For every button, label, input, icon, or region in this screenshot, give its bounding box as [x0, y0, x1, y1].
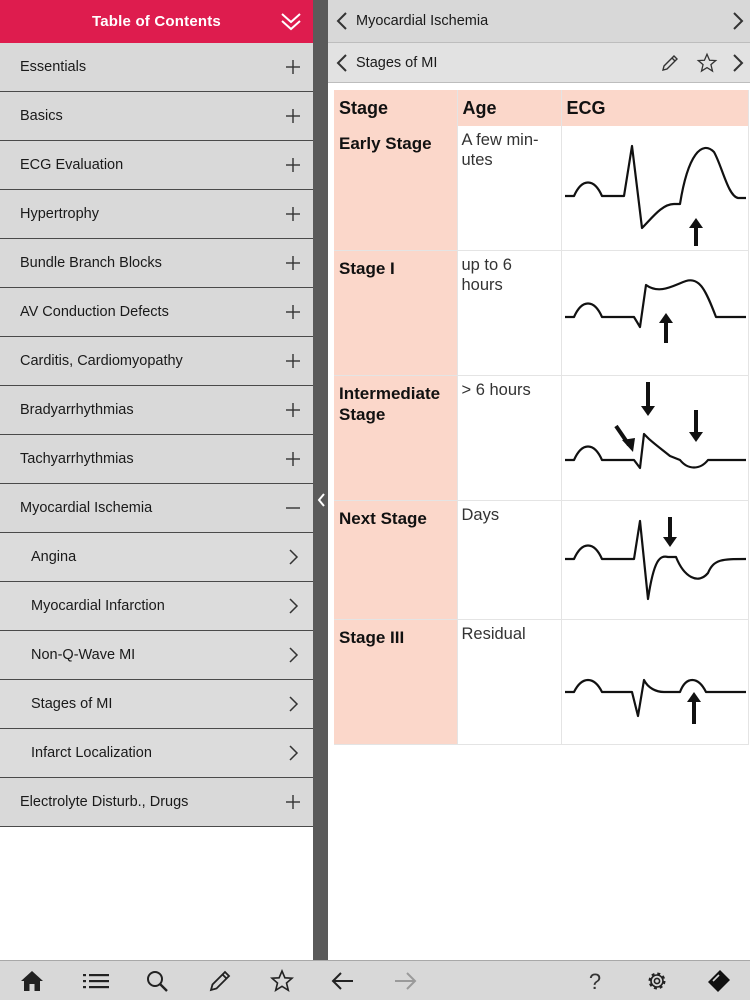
- plus-icon: [285, 59, 301, 75]
- table-row: [334, 126, 748, 251]
- sidebar-item-label: Tachyarrhythmias: [20, 451, 134, 467]
- sidebar-item-label: Bundle Branch Blocks: [20, 255, 162, 271]
- sidebar-item-carditis-cardiomyopathy[interactable]: [0, 337, 313, 386]
- table-row: [334, 251, 748, 376]
- sidebar-item-bradyarrhythmias[interactable]: [0, 386, 313, 435]
- plus-icon: [285, 157, 301, 173]
- ecg-waveform-cell: [561, 251, 748, 376]
- table-row: [334, 501, 748, 620]
- chevron-right-icon[interactable]: [730, 52, 746, 74]
- ecg-waveform-cell: [561, 501, 748, 620]
- sidebar-item-label: Myocardial Infarction: [31, 598, 165, 614]
- sidebar-item-myocardial-infarction[interactable]: [0, 582, 313, 631]
- page-title: Stages of MI: [356, 54, 438, 71]
- table-of-contents-panel: [0, 0, 313, 960]
- back-arrow-icon[interactable]: [331, 969, 355, 993]
- ecg-waveform-illustration: [562, 126, 748, 250]
- sidebar-item-essentials[interactable]: [0, 43, 313, 92]
- sidebar-item-basics[interactable]: [0, 92, 313, 141]
- chevron-right-icon: [285, 549, 301, 565]
- stage-name-cell: Intermediate Stage: [334, 376, 457, 501]
- column-header-ecg: ECG: [561, 90, 748, 126]
- sidebar-item-tachyarrhythmias[interactable]: [0, 435, 313, 484]
- sidebar-item-label: Bradyarrhythmias: [20, 402, 134, 418]
- chevron-right-icon: [285, 598, 301, 614]
- list-icon[interactable]: [82, 969, 110, 993]
- sidebar-item-label: Carditis, Cardiomyopathy: [20, 353, 183, 369]
- column-header-age: Age: [457, 90, 561, 126]
- search-icon[interactable]: [145, 969, 169, 993]
- sidebar-item-label: Angina: [31, 549, 77, 565]
- sidebar-item-hypertrophy[interactable]: [0, 190, 313, 239]
- table-row: [334, 620, 748, 745]
- help-icon[interactable]: [583, 969, 607, 993]
- minus-icon: [285, 500, 301, 516]
- ecg-waveform-illustration: [562, 376, 748, 500]
- sidebar-item-bundle-branch-blocks[interactable]: [0, 239, 313, 288]
- sidebar-item-label: Hypertrophy: [20, 206, 99, 222]
- stage-age-cell: > 6 hours: [457, 376, 561, 501]
- pencil-icon[interactable]: [208, 969, 232, 993]
- ecg-waveform-illustration: [562, 251, 748, 375]
- sidebar-item-non-q-wave-mi[interactable]: [0, 631, 313, 680]
- breadcrumb-bar: [328, 0, 750, 43]
- plus-icon: [285, 108, 301, 124]
- sidebar-item-angina[interactable]: [0, 533, 313, 582]
- plus-icon: [285, 206, 301, 222]
- toc-list: [0, 43, 313, 827]
- stage-name-cell: Next Stage: [334, 501, 457, 620]
- column-header-stage: Stage: [334, 90, 457, 126]
- stage-age-cell: Days: [457, 501, 561, 620]
- plus-icon: [285, 304, 301, 320]
- plus-icon: [285, 402, 301, 418]
- collapse-panel-chevron-icon[interactable]: [316, 490, 326, 510]
- plus-icon: [285, 353, 301, 369]
- toc-header: [0, 0, 313, 43]
- sidebar-item-label: Stages of MI: [31, 696, 113, 712]
- ecg-waveform-cell: [561, 376, 748, 501]
- table-header-row: [334, 90, 748, 126]
- stage-name-cell: Stage III: [334, 620, 457, 745]
- toc-title: Table of Contents: [92, 13, 221, 30]
- sidebar-item-label: Essentials: [20, 59, 87, 75]
- bottom-toolbar: [0, 960, 750, 1000]
- chevron-right-icon: [285, 745, 301, 761]
- chevron-right-icon: [285, 647, 301, 663]
- double-chevron-down-icon[interactable]: [279, 10, 303, 34]
- sidebar-item-label: ECG Evaluation: [20, 157, 124, 173]
- sidebar-item-label: Basics: [20, 108, 63, 124]
- sidebar-item-label: AV Conduction Defects: [20, 304, 169, 320]
- plus-icon: [285, 794, 301, 810]
- page-title-bar: [328, 43, 750, 83]
- stage-name-cell: Early Stage: [334, 126, 457, 251]
- svg-text:?: ?: [588, 969, 602, 993]
- plus-icon: [285, 451, 301, 467]
- plus-icon: [285, 255, 301, 271]
- stage-age-cell: Residual: [457, 620, 561, 745]
- chevron-right-icon[interactable]: [730, 10, 746, 32]
- sidebar-item-label: Electrolyte Disturb., Drugs: [20, 794, 189, 810]
- ecg-waveform-illustration: [562, 501, 748, 619]
- sidebar-item-myocardial-ischemia[interactable]: [0, 484, 313, 533]
- chevron-left-icon[interactable]: [334, 52, 350, 74]
- sidebar-item-label: Non-Q-Wave MI: [31, 647, 136, 663]
- sidebar-item-ecg-evaluation[interactable]: [0, 141, 313, 190]
- stages-table: [334, 90, 749, 745]
- stage-age-cell: up to 6 hours: [457, 251, 561, 376]
- sidebar-item-infarct-localization[interactable]: [0, 729, 313, 778]
- tag-icon[interactable]: [707, 969, 731, 993]
- table-row: [334, 376, 748, 501]
- gear-icon[interactable]: [645, 969, 669, 993]
- sidebar-item-electrolyte-disturb-drugs[interactable]: [0, 778, 313, 827]
- stage-age-cell: A few min- utes: [457, 126, 561, 251]
- stage-name-cell: Stage I: [334, 251, 457, 376]
- sidebar-item-label: Infarct Localization: [31, 745, 152, 761]
- content-panel: [328, 0, 750, 960]
- ecg-waveform-illustration: [562, 620, 748, 744]
- star-icon[interactable]: [696, 52, 718, 74]
- pencil-icon[interactable]: [660, 53, 680, 73]
- star-icon[interactable]: [270, 969, 294, 993]
- chevron-right-icon: [285, 696, 301, 712]
- split-divider[interactable]: [313, 0, 328, 960]
- ecg-waveform-cell: [561, 126, 748, 251]
- sidebar-item-label: Myocardial Ischemia: [20, 500, 153, 516]
- stages-table-body: [334, 126, 748, 745]
- ecg-waveform-cell: [561, 620, 748, 745]
- sidebar-item-stages-of-mi[interactable]: [0, 680, 313, 729]
- sidebar-item-av-conduction-defects[interactable]: [0, 288, 313, 337]
- chevron-left-icon[interactable]: [334, 10, 350, 32]
- home-icon[interactable]: [20, 969, 44, 993]
- forward-arrow-icon[interactable]: [393, 969, 417, 993]
- breadcrumb-title[interactable]: Myocardial Ischemia: [356, 13, 489, 29]
